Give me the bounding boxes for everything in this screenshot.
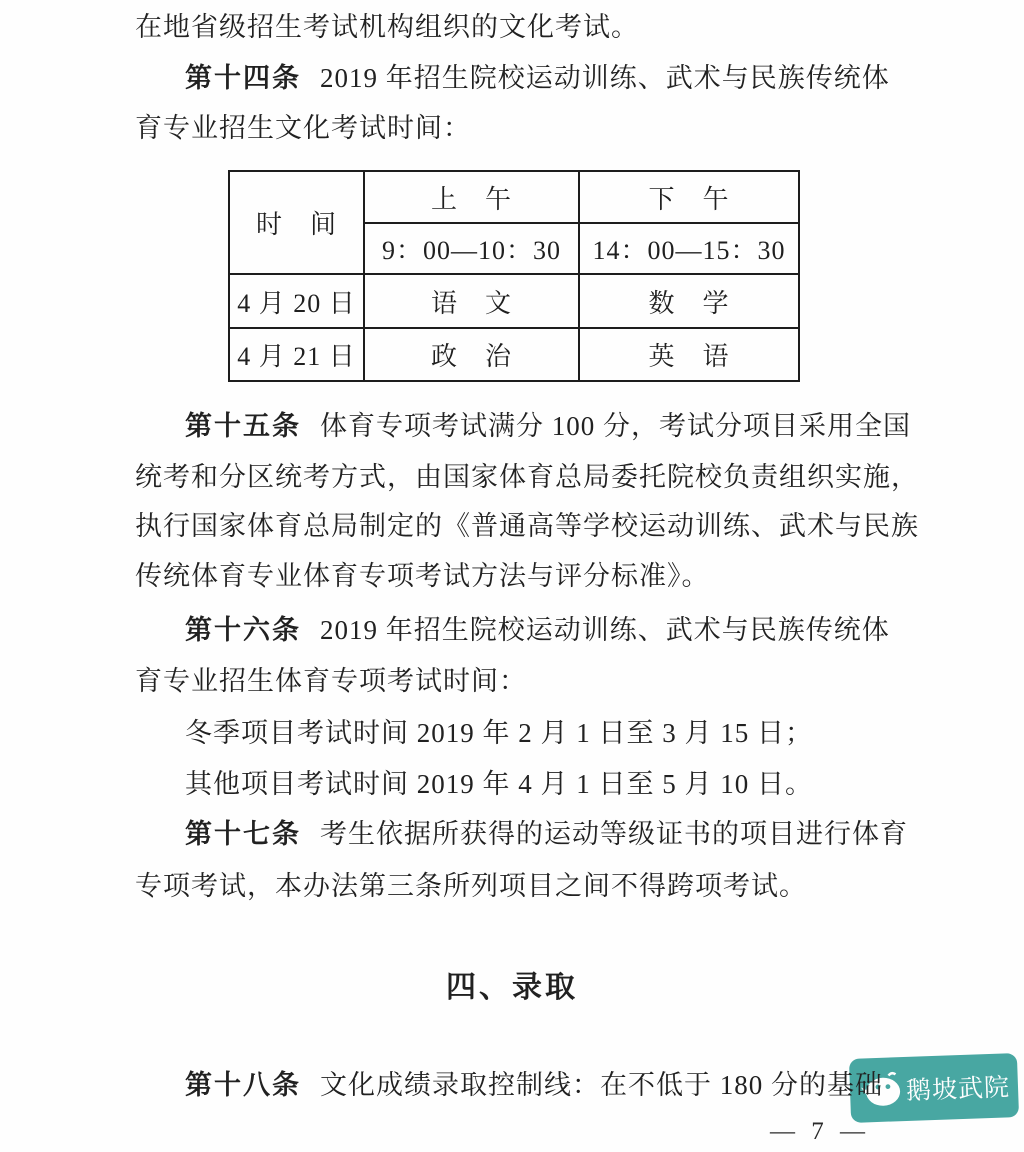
body-line: 专项考试，本办法第三条所列项目之间不得跨项考试。 — [135, 871, 807, 901]
body-line: 育专业招生文化考试时间： — [135, 113, 471, 143]
column-header-afternoon: 下 午 — [579, 171, 799, 223]
article-15-text: 体育专项考试满分 100 分，考试分项目采用全国 — [320, 411, 911, 441]
table-corner-cell: 时 间 — [229, 171, 364, 274]
table-row — [229, 274, 799, 328]
body-line — [185, 1066, 883, 1104]
body-line: 在地省级招生考试机构组织的文化考试。 — [135, 12, 639, 42]
exam-schedule-table — [228, 170, 800, 382]
body-line: 传统体育专业体育专项考试方法与评分标准》。 — [135, 561, 710, 591]
article-18-text: 文化成绩录取控制线：在不低于 180 分的基础 — [320, 1070, 883, 1100]
subject-cell: 英 语 — [579, 328, 799, 381]
column-header-morning: 上 午 — [364, 171, 579, 223]
article-17-label: 第十七条 — [185, 819, 301, 849]
article-14-text: 2019 年招生院校运动训练、武术与民族传统体 — [320, 63, 890, 93]
article-16-label: 第十六条 — [185, 615, 301, 645]
section-heading: 四、录取 — [446, 971, 578, 1004]
article-18-label: 第十八条 — [185, 1070, 301, 1100]
subject-cell: 语 文 — [364, 274, 579, 328]
article-14-label: 第十四条 — [185, 63, 301, 93]
article-17-text: 考生依据所获得的运动等级证书的项目进行体育 — [320, 819, 908, 849]
body-line: 育专业招生体育专项考试时间： — [135, 666, 527, 696]
afternoon-time-cell: 14：00—15：30 — [579, 223, 799, 274]
watermark-label: 鹅坡武院 — [905, 1074, 1011, 1105]
page-number: — 7 — — [770, 1118, 870, 1145]
morning-time-cell: 9：00—10：30 — [364, 223, 579, 274]
body-line: 执行国家体育总局制定的《普通高等学校运动训练、武术与民族 — [135, 511, 919, 541]
body-line: 统考和分区统考方式，由国家体育总局委托院校负责组织实施， — [135, 462, 919, 492]
body-line — [185, 815, 908, 853]
body-line — [185, 407, 911, 445]
date-cell: 4 月 20 日 — [229, 274, 364, 328]
body-line: 冬季项目考试时间 2019 年 2 月 1 日至 3 月 15 日； — [185, 718, 813, 748]
body-line: 其他项目考试时间 2019 年 4 月 1 日至 5 月 10 日。 — [185, 769, 813, 799]
article-16-text: 2019 年招生院校运动训练、武术与民族传统体 — [320, 615, 890, 645]
body-line — [185, 611, 890, 649]
table-row — [229, 328, 799, 381]
body-line — [185, 59, 890, 97]
table-header-row — [229, 171, 799, 223]
subject-cell: 政 治 — [364, 328, 579, 381]
article-15-label: 第十五条 — [185, 411, 301, 441]
subject-cell: 数 学 — [579, 274, 799, 328]
date-cell: 4 月 21 日 — [229, 328, 364, 381]
